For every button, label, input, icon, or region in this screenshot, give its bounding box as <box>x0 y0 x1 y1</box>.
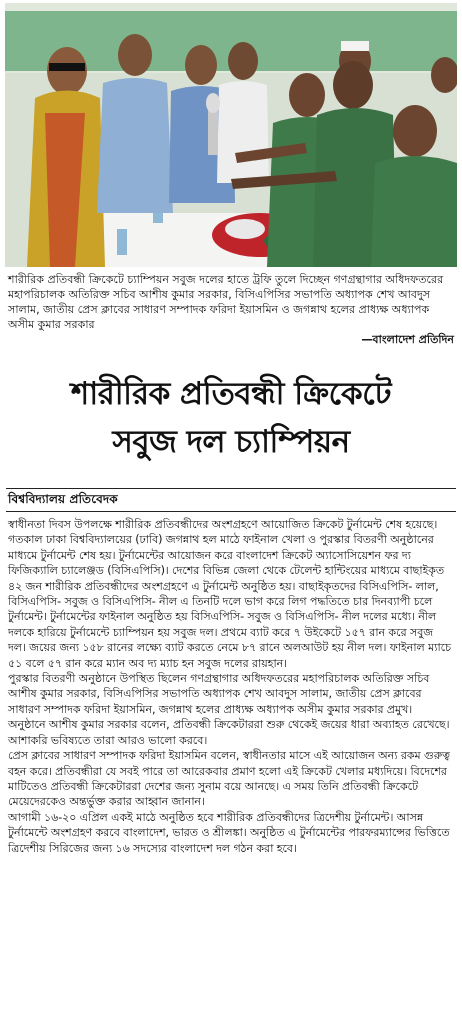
article-paragraph: পুরস্কার বিতরণী অনুষ্ঠানে উপস্থিত ছিলেন গণগ্রন্থাগার অধিদফতরের মহাপরিচালক অতিরিক্ত সচিব আশীষ কুমার সরকার, বিসিএপিসির সভাপতি অধ্যাপক শেখ আবদুস সালাম, জাতীয় প্রেস ক্লাবের সাধারণ সম্পাদক ফরিদা ইয়াসমিন, জগন্নাথ হলের প্রাধ্যক্ষ অধ্যাপক অসীম কুমার সরকার প্রমুখ। <box>8 672 430 716</box>
headline <box>0 370 462 466</box>
headline-line-2: সবুজ দল চ্যাম্পিয়ন <box>112 424 350 460</box>
divider-bottom <box>6 511 456 512</box>
divider-top <box>6 488 456 489</box>
news-photo <box>5 3 457 267</box>
photo-caption <box>8 272 454 347</box>
caption-text: শারীরিক প্রতিবন্ধী ক্রিকেটে চ্যাম্পিয়ন সবুজ দলের হাতে ট্রফি তুলে দিচ্ছেন গণগ্রন্থাগার অধিদফতরের মহাপরিচালক অতিরিক্ত সচিব আশীষ কুমার সরকার, বিসিএপিসির সভাপতি অধ্যাপক শেখ আবদুস সালাম, জাতীয় প্রেস ক্লাবের সাধারণ সম্পাদক ফরিদা ইয়াসমিন ও জগন্নাথ হলের প্রাধ্যক্ষ অধ্যাপক অসীম কুমার সরকার <box>8 273 444 331</box>
article-paragraph: স্বাধীনতা দিবস উপলক্ষে শারীরিক প্রতিবন্ধীদের অংশগ্রহণে আয়োজিত ক্রিকেট টুর্নামেন্ট শেষ হয়েছে। গতকাল ঢাকা বিশ্ববিদ্যালয়ের (ঢাবি) জগন্নাথ হল মাঠে ফাইনাল খেলা ও পুরস্কার বিতরণী অনুষ্ঠানের মাধ্যমে টুর্নামেন্ট শেষ হয়। টুর্নামেন্টের আয়োজন করে বাংলাদেশ ক্রিকেট অ্যাসোসিয়েশন ফর দ্য ফিজিক্যালি চ্যালেঞ্জড (বিসিএপিসি)। দেশের বিভিন্ন জেলা থেকে টেলেন্ট হান্টিংয়ের মাধ্যমে বাছাইকৃত ৪২ জন শারীরিক প্রতিবন্ধীদের অংশগ্রহণে এ টুর্নামেন্ট অনুষ্ঠিত হয়। বাছাইকৃতদের বিসিএপিসি- লাল, বিসিএপিসি- সবুজ ও বিসিএপিসি- নীল এ তিনটি দলে ভাগ করে লিগ পদ্ধতিতে চার দিনব্যাপী চলে টুর্নামেন্ট। টুর্নামেন্টের ফাইনাল অনুষ্ঠিত হয় বিসিএপিসি- সবুজ ও বিসিএপিসি- নীল দলের মধ্যে। নীল দলকে হারিয়ে টুর্নামেন্টে চ্যাম্পিয়ন হয় সবুজ দল। প্রথমে ব্যাট করে ৭ উইকেটে ১৫৭ রান করে সবুজ দল। জয়ের জন্য ১৫৮ রানের লক্ষ্যে ব্যাট করতে নেমে ৮৭ রানে অলআউট হয় নীল দল। ফাইনাল ম্যাচে ৫১ বলে ৫৭ রান করে ম্যান অব দ্য ম্যাচ হন সবুজ দলের রায়হান। <box>8 518 452 670</box>
trophy-handover-photo <box>5 3 457 267</box>
article-paragraph: আগামী ১৬-২০ এপ্রিল একই মাঠে অনুষ্ঠিত হবে শারীরিক প্রতিবন্ধীদের ত্রিদেশীয় টুর্নামেন্ট। আসন্ন টুর্নামেন্টে অংশগ্রহণ করবে বাংলাদেশ, ভারত ও শ্রীলঙ্কা। অনুষ্ঠিত এ টুর্নামেন্টের পারফরম্যান্সের ভিত্তিতে ত্রিদেশীয় সিরিজের জন্য ১৬ সদস্যের বাংলাদেশ দল গঠন করা হবে। <box>8 810 450 855</box>
article-paragraph: অনুষ্ঠানে আশীষ কুমার সরকার বলেন, প্রতিবন্ধী ক্রিকেটাররা শুরু থেকেই জয়ের ধারা অব্যাহত রেখেছে। আশাকরি ভবিষ্যতে তারা আরও ভালো করবে। <box>8 718 450 747</box>
byline: বিশ্ববিদ্যালয় প্রতিবেদক <box>8 492 118 506</box>
photo-credit: —বাংলাদেশ প্রতিদিন <box>361 333 454 346</box>
article-paragraph: প্রেস ক্লাবের সাধারণ সম্পাদক ফরিদা ইয়াসমিন বলেন, স্বাধীনতার মাসে এই আয়োজন অন্য রকম গুরুত্ব বহন করে। প্রতিবন্ধীরা যে সবই পারে তা আরেকবার প্রমাণ হলো এই ক্রিকেট খেলার মধ্যদিয়ে। বিদেশের মাটিতেও প্রতিবন্ধী ক্রিকেটাররা দেশের জন্য সুনাম বয়ে আনছে। এ সময় তিনি প্রতিবন্ধী ক্রিকেটে মেয়েদেরকেও অন্তর্ভুক্ত করার আহ্বান জানান। <box>8 749 450 809</box>
article-body <box>8 517 454 856</box>
headline-line-1: শারীরিক প্রতিবন্ধী ক্রিকেটে <box>70 376 392 412</box>
